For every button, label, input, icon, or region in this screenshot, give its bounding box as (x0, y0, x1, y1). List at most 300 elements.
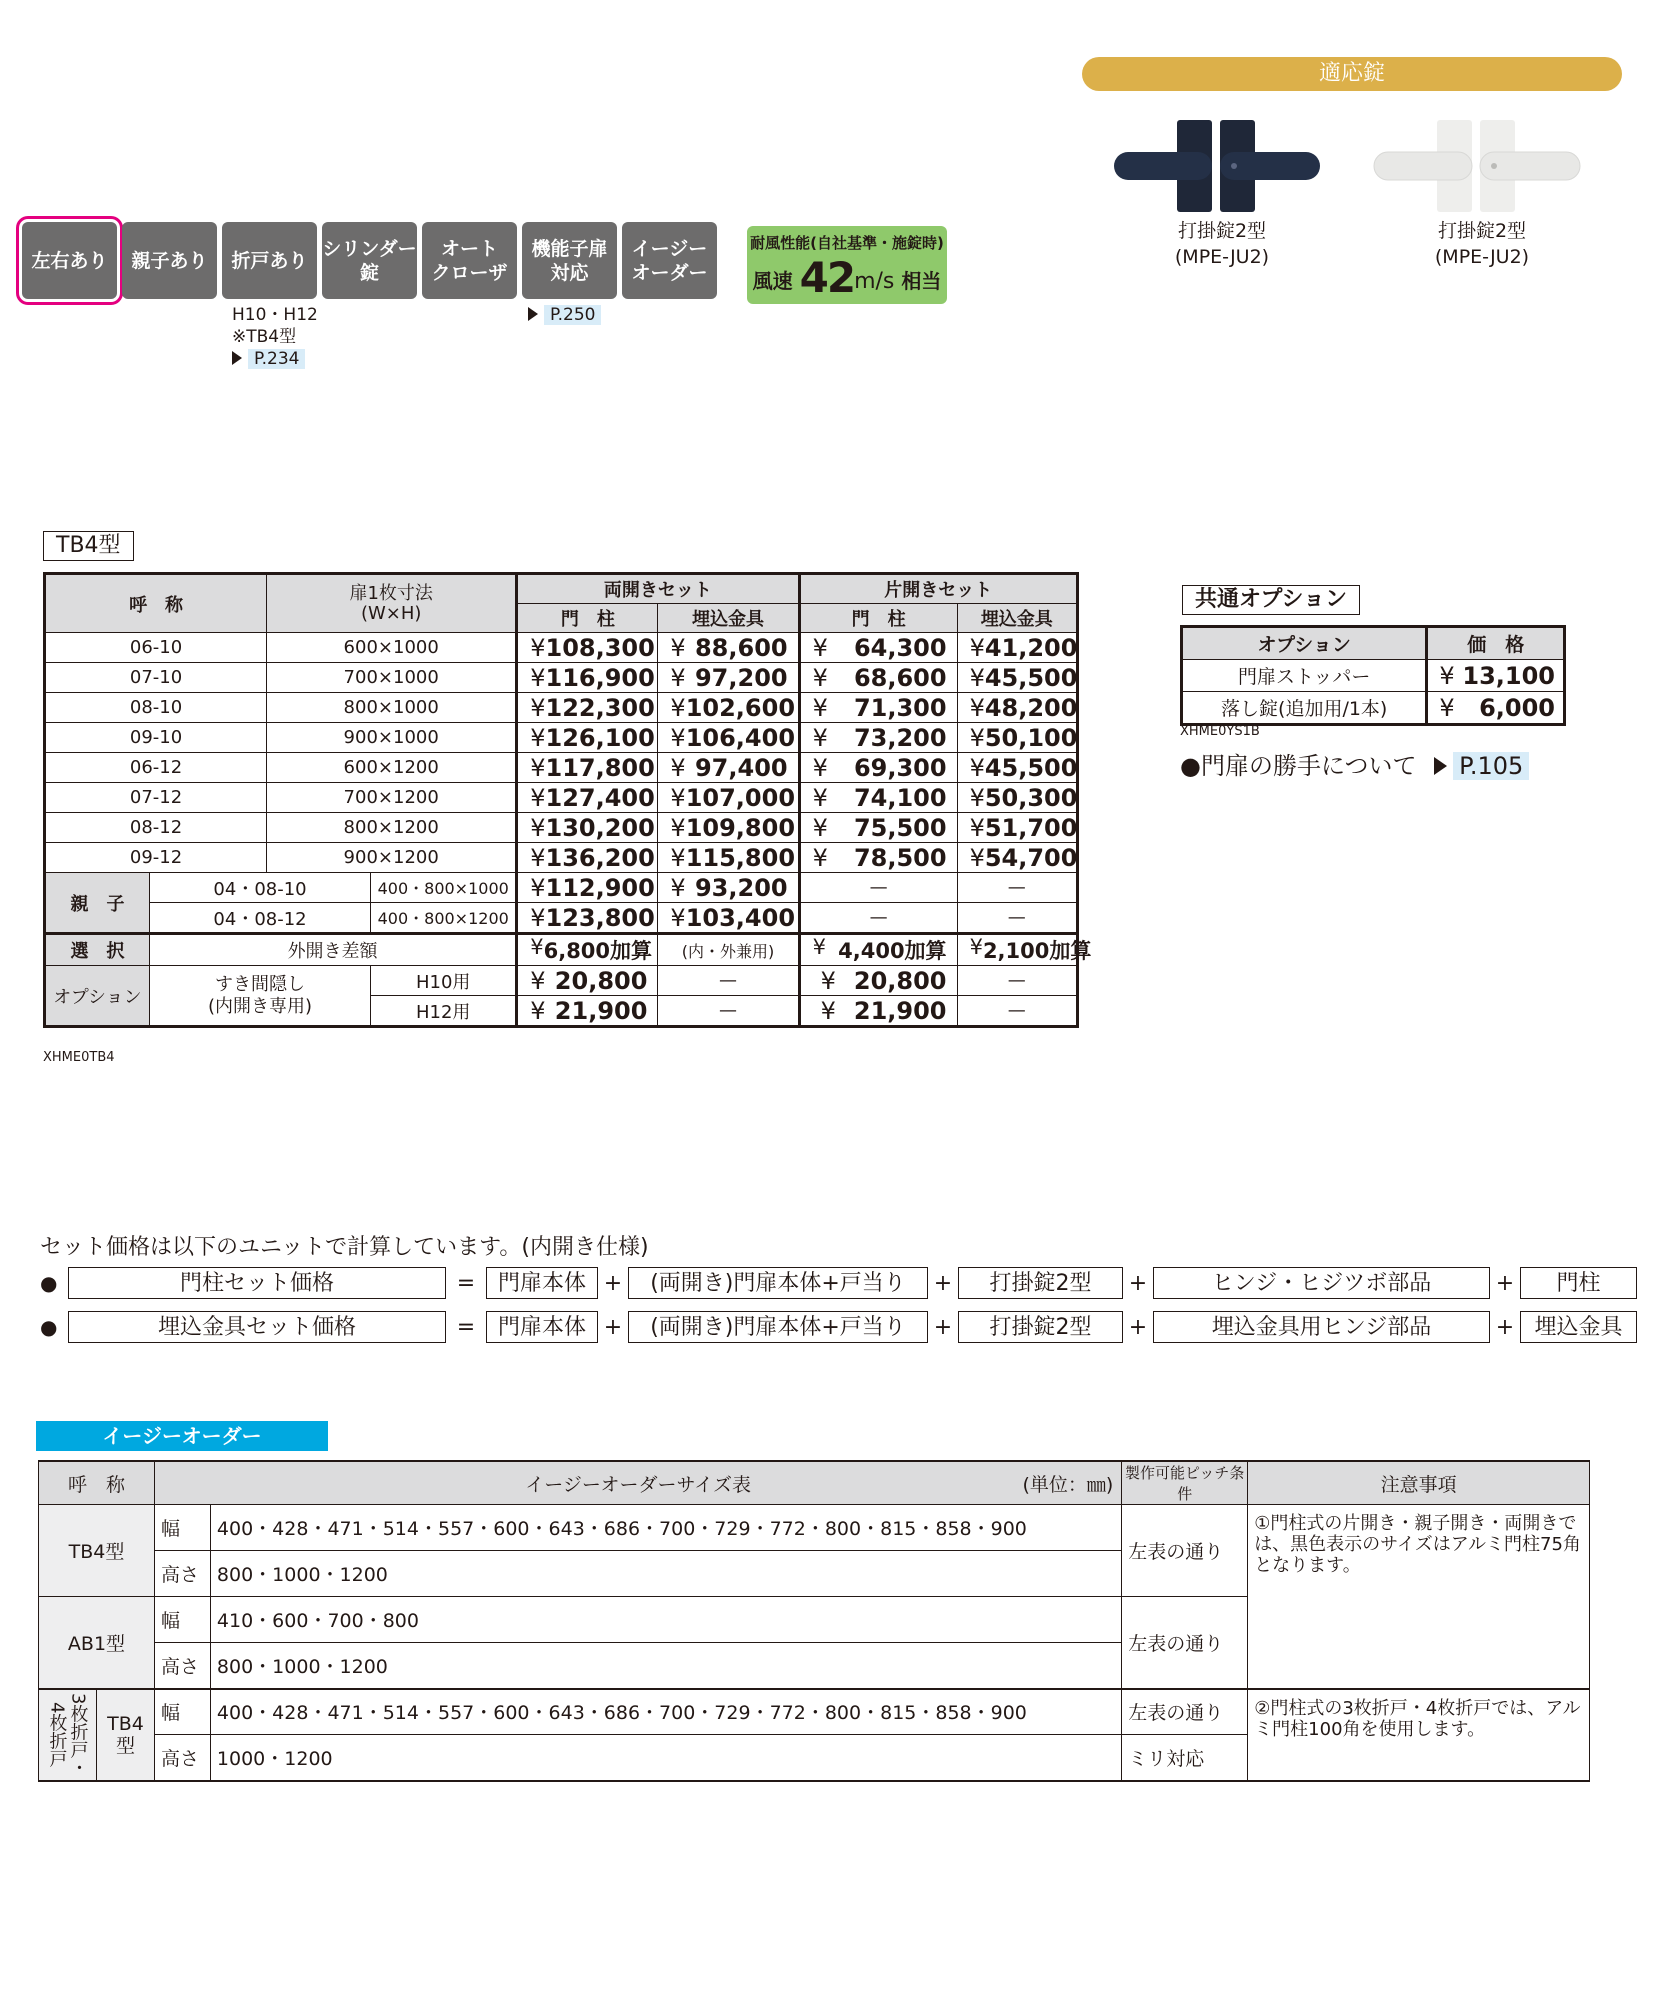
group-col-2: 3枚折戸・ (67, 1692, 89, 1777)
price-single-embed: — (957, 873, 1077, 903)
width-values: 400・428・471・514・557・600・643・686・700・729・772・800・815・858・900 (210, 1689, 1121, 1735)
feature-label: オーダー (631, 261, 708, 284)
yen: ¥ (969, 693, 985, 722)
page-ref: P.105 (1453, 752, 1529, 780)
value: 123,800 (545, 903, 655, 932)
price-single-embed: — (957, 996, 1077, 1027)
value: 97,400 (694, 753, 788, 782)
note-1: ①門柱式の片開き・親子開き・両開きでは、黒色表示のサイズはアルミ門柱75角となります。 (1248, 1505, 1590, 1689)
price-single-post (799, 934, 957, 966)
header-post: 門 柱 (517, 604, 658, 633)
row-size: 600×1000 (267, 633, 517, 663)
height-label: 高さ (154, 1735, 210, 1781)
table-row (1182, 692, 1565, 725)
price-single-post (799, 633, 957, 663)
feature-label: 錠 (359, 261, 379, 284)
price-double-post (517, 873, 658, 903)
value: 64,300 (853, 633, 947, 662)
yen: ¥ (670, 813, 686, 842)
wind-unit: m/s (854, 269, 895, 294)
width-values: 400・428・471・514・557・600・643・686・700・729・772・800・815・858・900 (210, 1505, 1121, 1551)
price-single-embed (957, 783, 1077, 813)
feature-easy-order[interactable] (622, 222, 717, 299)
option-name: 門扉ストッパー (1182, 660, 1427, 692)
row-size: 600×1200 (267, 753, 517, 783)
equation-part: 門扉本体 (486, 1267, 598, 1299)
yen: ¥ (812, 663, 828, 692)
door-handedness-note[interactable] (1180, 746, 1529, 781)
value: 13,100 (1462, 661, 1555, 690)
header-price: 価 格 (1427, 627, 1565, 660)
value: 41,200 (984, 633, 1078, 662)
price-double-embed (658, 873, 799, 903)
header-notes: 注意事項 (1248, 1461, 1590, 1505)
value: 50,100 (984, 723, 1078, 752)
price-table (43, 572, 1092, 1028)
value: 97,200 (694, 663, 788, 692)
width-label: 幅 (154, 1597, 210, 1643)
table-row-oyako (45, 873, 1078, 903)
oyako-label: 親 子 (45, 873, 150, 934)
header-embed: 埋込金具 (658, 604, 799, 633)
price-single-embed (957, 934, 1092, 966)
table-row (45, 813, 1078, 843)
subdoor-page-link[interactable] (528, 304, 601, 326)
price-double-post (517, 934, 658, 966)
yen: ¥ (820, 966, 836, 995)
triangle-right-icon (1434, 757, 1447, 775)
header-size (267, 574, 517, 633)
yen: ¥ (812, 783, 828, 812)
price-double-embed (658, 783, 799, 813)
width-label: 幅 (154, 1689, 210, 1735)
value: 130,200 (545, 813, 655, 842)
equation-part: (両開き)門扉本体+戸当り (628, 1267, 928, 1299)
price-double-post (517, 843, 658, 873)
folding-group-label (39, 1689, 97, 1781)
price-double-embed (658, 843, 799, 873)
wind-speed: 42 (799, 253, 855, 302)
row-size: 400・800×1200 (371, 903, 517, 934)
header-name: 呼 称 (39, 1461, 155, 1505)
value: 54,700 (984, 843, 1078, 872)
value: 78,500 (853, 843, 947, 872)
yen: ¥ (969, 843, 985, 872)
row-name: 06-12 (45, 753, 267, 783)
yen: ¥ (670, 843, 686, 872)
easy-order-table (38, 1460, 1590, 1782)
option-name: 落し錠(追加用/1本) (1182, 692, 1427, 725)
yen: ¥ (812, 843, 828, 872)
value: 51,700 (984, 813, 1078, 842)
value: 102,600 (685, 693, 796, 722)
header-pitch: 製作可能ピッチ条件 (1122, 1461, 1248, 1505)
yen: ¥ (530, 663, 546, 692)
feature-label: 対応 (550, 261, 589, 284)
row-name: 07-12 (45, 783, 267, 813)
yen: ¥ (670, 693, 686, 722)
lock-image-navy (1112, 118, 1332, 218)
equation-total: 門柱セット価格 (68, 1267, 446, 1299)
price-single-post (799, 843, 957, 873)
value: 6,000 (1479, 693, 1555, 722)
pitch-condition: 左表の通り (1122, 1597, 1248, 1689)
option-item (149, 966, 370, 1027)
price-single-embed (957, 663, 1077, 693)
row-name: 09-10 (45, 723, 267, 753)
row-size: 900×1000 (267, 723, 517, 753)
price-single-post (799, 723, 957, 753)
header-size-l1: 扉1枚寸法 (349, 582, 433, 604)
lock-model: (MPE-JU2) (1434, 246, 1530, 268)
value: 107,000 (685, 783, 796, 812)
yen: ¥ (530, 813, 546, 842)
value: 50,300 (984, 783, 1078, 812)
value: 136,200 (545, 843, 655, 872)
yen: ¥ (670, 903, 686, 932)
plus-sign: + (603, 1314, 623, 1340)
table-row-oyako (45, 903, 1078, 934)
wind-suffix: 相当 (901, 269, 942, 293)
compatible-locks-title: 適応錠 (1082, 57, 1622, 91)
value: 126,100 (545, 723, 655, 752)
price-double-embed (658, 723, 799, 753)
price-double-embed (658, 903, 799, 934)
feature-cylinder-lock[interactable] (322, 222, 417, 299)
model-name (96, 1689, 154, 1781)
value: 103,400 (685, 903, 796, 932)
plus-sign: + (933, 1270, 953, 1296)
value: 112,900 (545, 873, 655, 902)
value: 108,300 (545, 633, 655, 662)
lock-name: 打掛錠2型 (1437, 220, 1527, 242)
price-single-embed (957, 723, 1077, 753)
yen: ¥ (670, 873, 686, 902)
yen: ¥ (812, 633, 828, 662)
lock-model: (MPE-JU2) (1174, 246, 1270, 268)
feature-sub-door[interactable] (522, 222, 617, 299)
bullet-icon: ● (40, 1315, 58, 1339)
feature-label: 親子あり (131, 249, 208, 272)
yen: ¥ (969, 633, 985, 662)
pitch-condition: 左表の通り (1122, 1689, 1248, 1735)
value: 4,400加算 (838, 939, 947, 963)
yen: ¥ (969, 783, 985, 812)
yen: ¥ (969, 723, 985, 752)
price-double-post (517, 693, 658, 723)
value: 20,800 (853, 966, 947, 995)
value: 73,200 (853, 723, 947, 752)
equation-part: (両開き)門扉本体+戸当り (628, 1311, 928, 1343)
price-double-post (517, 663, 658, 693)
price-single-post (799, 996, 957, 1027)
price-single-post (799, 693, 957, 723)
price-single-embed (957, 813, 1077, 843)
height-label: 高さ (154, 1551, 210, 1597)
yen: ¥ (530, 873, 546, 902)
price-double-post (517, 633, 658, 663)
feature-label: 折戸あり (231, 249, 308, 272)
option-price (1427, 660, 1565, 692)
selection-label: 選 択 (45, 934, 150, 966)
price-double-post (517, 783, 658, 813)
equation-part: 門柱 (1520, 1267, 1637, 1299)
header-double-set: 両開きセット (517, 574, 799, 604)
price-double-post (517, 813, 658, 843)
value: 93,200 (694, 873, 788, 902)
feature-label: イージー (631, 237, 708, 260)
easy-order-label: イージーオーダー (36, 1421, 328, 1451)
price-double-embed: — (658, 966, 799, 996)
price-double-post (517, 753, 658, 783)
value: 20,800 (554, 966, 648, 995)
easy-row-tb4-width (39, 1505, 1590, 1551)
row-name: 08-10 (45, 693, 267, 723)
equation-part: 埋込金具用ヒンジ部品 (1153, 1311, 1490, 1343)
price-single-embed (957, 753, 1077, 783)
height-label: 高さ (154, 1643, 210, 1689)
yen: ¥ (1439, 661, 1455, 690)
price-double-post (517, 723, 658, 753)
page-ref: P.234 (248, 349, 305, 369)
plus-sign: + (933, 1314, 953, 1340)
equation-part: 埋込金具 (1520, 1311, 1637, 1343)
yen: ¥ (530, 783, 546, 812)
yen: ¥ (530, 723, 546, 752)
wind-badge-value (747, 253, 947, 302)
folding-note-type: ※TB4型 (232, 327, 297, 347)
table-row (45, 663, 1078, 693)
folding-note-size: H10・H12 (232, 305, 318, 325)
value: 117,800 (545, 753, 655, 782)
table-row (45, 753, 1078, 783)
model-name: TB4型 (39, 1505, 155, 1597)
feature-folding[interactable] (222, 222, 317, 299)
yen: ¥ (670, 633, 686, 662)
header-embed: 埋込金具 (957, 604, 1077, 633)
row-name: 09-12 (45, 843, 267, 873)
price-single-embed (957, 693, 1077, 723)
price-single-post: — (799, 903, 957, 934)
price-double-embed (658, 813, 799, 843)
price-double-embed (658, 633, 799, 663)
price-single-embed (957, 633, 1077, 663)
header-unit: (単位：㎜) (1022, 1473, 1114, 1496)
page-ref: P.250 (544, 305, 601, 325)
value: 68,600 (853, 663, 947, 692)
table-row (1182, 660, 1565, 692)
option-price (1427, 692, 1565, 725)
row-size: 900×1200 (267, 843, 517, 873)
table-label: TB4型 (43, 531, 134, 561)
feature-label: オート (440, 237, 498, 260)
plus-sign: + (1128, 1270, 1148, 1296)
yen: ¥ (530, 966, 546, 995)
row-size: H12用 (371, 996, 517, 1027)
value: 75,500 (853, 813, 947, 842)
feature-label: 機能子扉 (531, 237, 608, 260)
table-row (45, 693, 1078, 723)
pitch-condition: ミリ対応 (1122, 1735, 1248, 1781)
height-values: 800・1000・1200 (210, 1551, 1121, 1597)
feature-label: シリンダー (322, 237, 417, 260)
yen: ¥ (530, 903, 546, 932)
price-single-post (799, 783, 957, 813)
value: 116,900 (545, 663, 655, 692)
yen: ¥ (812, 723, 828, 752)
width-values: 410・600・700・800 (210, 1597, 1121, 1643)
header-name: 呼 称 (45, 574, 267, 633)
wind-resistance-badge (747, 226, 947, 304)
value: 6,800加算 (543, 939, 653, 963)
value: 45,500 (984, 753, 1078, 782)
folding-note (232, 304, 318, 370)
feature-label: クローザ (431, 261, 508, 284)
row-name: 04・08-12 (149, 903, 370, 934)
value: 71,300 (853, 693, 947, 722)
value: 21,900 (554, 996, 648, 1025)
row-size: 800×1000 (267, 693, 517, 723)
common-options-label: 共通オプション (1182, 585, 1360, 615)
price-single-post: — (799, 873, 957, 903)
yen: ¥ (530, 996, 546, 1025)
price-double-post (517, 903, 658, 934)
feature-label: 左右あり (31, 249, 108, 272)
value: 69,300 (853, 753, 947, 782)
feature-left-right[interactable] (22, 222, 117, 299)
row-size: 800×1200 (267, 813, 517, 843)
equals-sign: = (456, 1270, 476, 1296)
table-row (45, 783, 1078, 813)
equation-part: 打掛錠2型 (958, 1267, 1123, 1299)
row-size: 700×1000 (267, 663, 517, 693)
row-name: 07-10 (45, 663, 267, 693)
yen: ¥ (670, 783, 686, 812)
yen: ¥ (969, 663, 985, 692)
yen: ¥ (1439, 693, 1455, 722)
table-row-selection (45, 934, 1078, 966)
option-item-l2: (内開き専用) (208, 995, 313, 1017)
common-options-code: XHME0YS1B (1180, 724, 1260, 739)
yen: ¥ (812, 935, 826, 959)
value: 122,300 (545, 693, 655, 722)
value: 74,100 (853, 783, 947, 812)
price-single-embed: — (957, 903, 1077, 934)
price-double-embed (658, 663, 799, 693)
price-double-post (517, 996, 658, 1027)
wind-badge-caption: 耐風性能(自社基準・施錠時) (750, 234, 944, 252)
row-name: 04・08-10 (149, 873, 370, 903)
note-text: ●門扉の勝手について (1180, 752, 1417, 780)
header-option: オプション (1182, 627, 1427, 660)
value: 2,100加算 (982, 939, 1092, 963)
note-2: ②門柱式の3枚折戸・4枚折戸では、アルミ門柱100角を使用します。 (1248, 1689, 1590, 1781)
header-size-title: イージーオーダーサイズ表 (525, 1473, 751, 1496)
triangle-right-icon (232, 351, 242, 365)
option-label: オプション (45, 966, 150, 1027)
yen: ¥ (812, 753, 828, 782)
value: 48,200 (984, 693, 1078, 722)
option-item-l1: すき間隠し (215, 973, 306, 995)
table-row (45, 843, 1078, 873)
model-name-l1: TB4 (107, 1712, 144, 1735)
equals-sign: = (456, 1314, 476, 1340)
header-single-set: 片開きセット (799, 574, 1077, 604)
row-size: 700×1200 (267, 783, 517, 813)
bullet-icon: ● (40, 1271, 58, 1295)
lock-image-white (1372, 118, 1592, 218)
yen: ¥ (969, 935, 983, 959)
model-name: AB1型 (39, 1597, 155, 1689)
price-single-post (799, 663, 957, 693)
equation-total: 埋込金具セット価格 (68, 1311, 446, 1343)
table-row (45, 633, 1078, 663)
equation-post-set (40, 1267, 1637, 1299)
value: 115,800 (685, 843, 796, 872)
price-double-embed (658, 693, 799, 723)
row-size: H10用 (371, 966, 517, 996)
lock-name: 打掛錠2型 (1177, 220, 1267, 242)
yen: ¥ (812, 693, 828, 722)
value: 106,400 (685, 723, 796, 752)
row-name: 06-10 (45, 633, 267, 663)
yen: ¥ (530, 633, 546, 662)
wind-prefix: 風速 (752, 269, 793, 293)
price-single-embed: — (957, 966, 1077, 996)
row-name: 08-12 (45, 813, 267, 843)
pitch-condition: 左表の通り (1122, 1505, 1248, 1597)
equation-embed-set (40, 1311, 1637, 1343)
feature-auto-closer[interactable] (422, 222, 517, 299)
equation-part: 打掛錠2型 (958, 1311, 1123, 1343)
price-double-embed: — (658, 996, 799, 1027)
plus-sign: + (603, 1270, 623, 1296)
selection-item: 外開き差額 (149, 934, 516, 966)
plus-sign: + (1495, 1314, 1515, 1340)
table-row (45, 723, 1078, 753)
price-single-post (799, 753, 957, 783)
price-single-post (799, 813, 957, 843)
equation-part: 門扉本体 (486, 1311, 598, 1343)
table-row-option (45, 966, 1078, 996)
yen: ¥ (812, 813, 828, 842)
price-single-embed (957, 843, 1077, 873)
easy-row-folding-width (39, 1689, 1590, 1735)
yen: ¥ (530, 935, 544, 959)
header-size-table (154, 1461, 1121, 1505)
price-single-post (799, 966, 957, 996)
group-col-1: 4枚折戸 (46, 1701, 68, 1768)
value: 127,400 (545, 783, 655, 812)
triangle-right-icon (528, 307, 538, 321)
product-code: XHME0TB4 (43, 1050, 115, 1065)
plus-sign: + (1495, 1270, 1515, 1296)
price-double-embed (658, 753, 799, 783)
width-label: 幅 (154, 1505, 210, 1551)
value: 45,500 (984, 663, 1078, 692)
folding-page-link[interactable] (232, 348, 318, 370)
lock-caption-navy (1112, 218, 1332, 270)
feature-parent-child[interactable] (122, 222, 217, 299)
yen: ¥ (820, 996, 836, 1025)
set-price-intro: セット価格は以下のユニットで計算しています。(内開き仕様) (40, 1235, 649, 1260)
price-double-embed: (内・外兼用) (658, 934, 799, 966)
yen: ¥ (530, 693, 546, 722)
yen: ¥ (670, 663, 686, 692)
value: 109,800 (685, 813, 796, 842)
height-values: 1000・1200 (210, 1735, 1121, 1781)
yen: ¥ (670, 723, 686, 752)
